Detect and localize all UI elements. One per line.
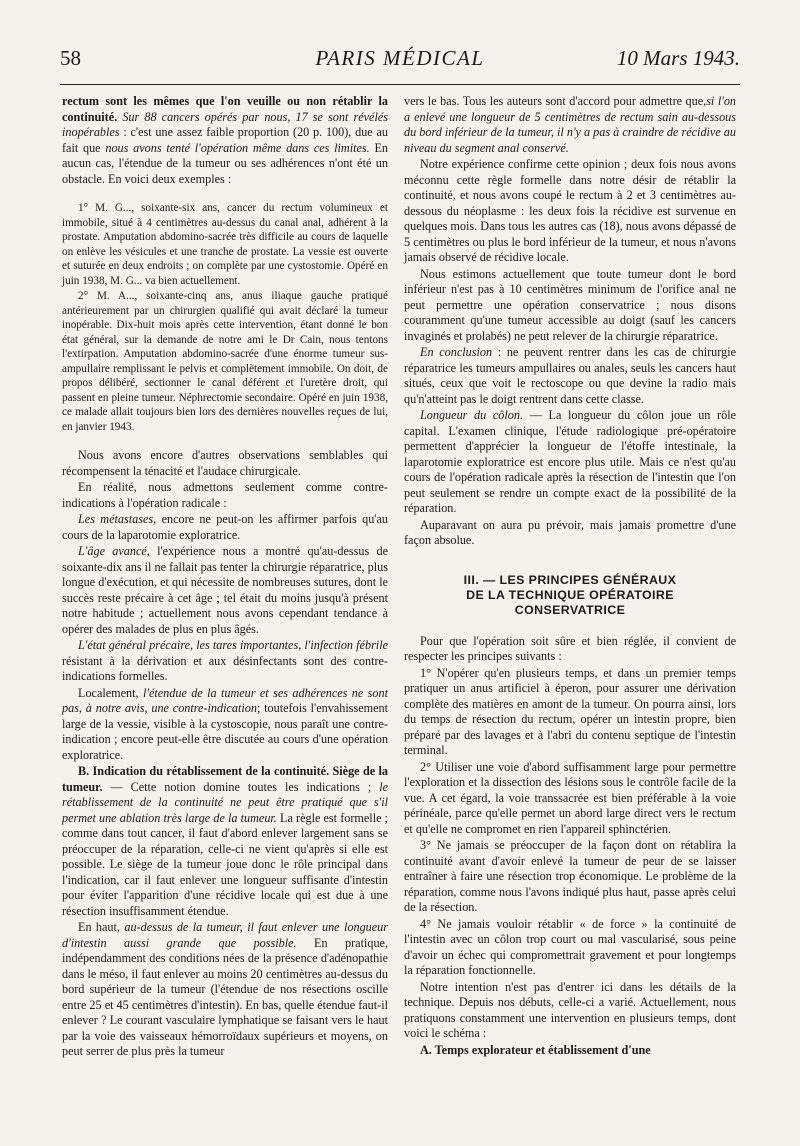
paragraph: vers le bas. Tous les auteurs sont d'accord pour admettre que,si l'on a enlevé une longueur de 5 centimètres de rectum sain au-dessous du bord inférieur de la tumeur, il n'y a pas à craindre de récidive au niveau du segment anal conservé.: [404, 94, 737, 155]
page-number: 58: [60, 46, 81, 70]
paragraph: 4° Ne jamais vouloir rétablir « de force » la continuité de l'intestin avec un côlon trop court ou mal vascularisé, sous peine d'avoir un échec qui compromettrait gravement et pour longtemps la réparation fonctionnelle.: [404, 916, 736, 977]
paragraph: Nous avons encore d'autres observations semblables qui récompensent la ténacité et l'audace chirurgicale.: [62, 448, 388, 478]
paragraph: Auparavant on aura pu prévoir, mais jamais promettre d'une façon absolue.: [404, 517, 736, 547]
paragraph: Les métastases, encore ne peut-on les affirmer parfois qu'au cours de la laparotomie exploratrice.: [62, 512, 388, 542]
paragraph: L'âge avancé, l'expérience nous a montré qu'au-dessus de soixante-dix ans il ne fallait pas tenter la chirurgie réparatrice, plus longue d'exécution, et qui nécessite de nombreuses sutures, dont le succès reste précaire à cet âge ; tel était du moins jusqu'à présent notre habitude ; actuellement nous avons cependant tendance à opérer des malades de plus en plus âgés.: [62, 544, 388, 636]
paragraph: 3° Ne jamais se préoccuper de la façon dont on rétablira la continuité avant d'avoir enlevé la tumeur de peur de se laisser entraîner à faire une résection trop économique. Le problème de la réparation, comme nous l'avons indiqué plus haut, passe après celui de la résection.: [404, 838, 736, 914]
paragraph: En haut, au-dessus de la tumeur, il faut enlever une longueur d'intestin aussi grande que possible. En pratique, indépendamment des conditions nées de la présence d'adénopathie dans le méso, il faut enlever au moins 20 centimètres au-dessus du bord supérieur de la tumeur (l'étendue de nos résections oscille entre 25 et 45 centimètres d'intestin). En bas, quelle étendue faut-il enlever ? Le courant vasculaire lymphatique se faisant vers le haut par la voie des vaisseaux hémorroïdaux supérieurs et moyens, on peut serrer de plus près la tumeur: [62, 920, 388, 1058]
paragraph: En conclusion : ne peuvent rentrer dans les cas de chirurgie réparatrice les tumeurs ampullaires ou anales, seuls les cancers haut situés, ceux que voit le rectoscope ou que devine la radio mais qu'n'atteint pas le doigt rentrent dans cette classe.: [404, 345, 737, 406]
paragraph: En réalité, nous admettons seulement comme contre-indications à l'opération radicale :: [62, 480, 388, 510]
section-title: III. — LES PRINCIPES GÉNÉRAUX DE LA TECHNIQUE OPÉRATOIRE CONSERVATRICE: [463, 572, 677, 617]
paragraph: Pour que l'opération soit sûre et bien réglée, il convient de respecter les principes suivants :: [404, 633, 736, 663]
page-header: [60, 44, 740, 85]
left-column: [62, 94, 388, 1060]
case-report-2: 2° M. A..., soixante-cinq ans, anus iliaque gauche pratiqué antérieurement par un chirurgien qualifié qui avait déclaré la tumeur inopérable. Dix-huit mois après cette intervention, étant donné le bon état général, sur la demande de notre ami le Dr Cain, nous tentons l'extirpation. Amputation abdomino-sacrée d'une énorme tumeur sus-ampullaire remplissant le pelvis et complètement immobile. On doit, de propos délibéré, sectionner le canal déférent et l'uretère droit, qui passent en pleine tumeur. Néphrectomie secondaire. Opéré en juin 1938, ce malade allait toujours bien lors des dernières nouvelles reçues de lui, en janvier 1943.: [62, 290, 388, 433]
journal-title: PARIS MÉDICAL: [315, 46, 485, 70]
paragraph: 2° Utiliser une voie d'abord suffisamment large pour permettre l'exploration et la dissection des lésions sous le contrôle facile de la vue. A cet égard, la voie transsacrée est bien préférable à la voie périnéale, parce qu'elle permet un abord large direct vers le rectum et qu'elle ne compromet en rien l'appareil sphinctérien.: [404, 759, 736, 836]
paragraph: Localement, l'étendue de la tumeur et ses adhérences ne sont pas, à notre avis, une contre-indication; toutefois l'envahissement large de la vessie, visible à la cystoscopie, nous paraît une contre-indication ; encore peut-elle être discutée au cours d'une opération exploratrice.: [62, 685, 388, 762]
right-column: [404, 94, 736, 1058]
paragraph: L'état général précaire, les tares importantes, l'infection fébrile résistant à la dérivation et aux désinfectants sont des contre-indications formelles.: [62, 638, 388, 683]
paragraph: rectum sont les mêmes que l'on veuille ou non rétablir la continuité. Sur 88 cancers opérés par nous, 17 se sont révélés inopérables : c'est une assez faible proportion (20 p. 100), due au fait que nous avons tenté l'opération même dans ces limites. En aucun cas, l'étendue de la tumeur ou ses adhérences n'ont été un obstacle. En voici deux exemples :: [62, 94, 389, 186]
paragraph: 1° N'opérer qu'en plusieurs temps, et dans un premier temps pratiquer un anus artificiel à éperon, pour assurer une dérivation complète des matières en amont de la tumeur. On pourra ainsi, lors du temps de résection du rectum, opérer un intestin propre, bien préparé par des lavages et à l'abri du contenu septique de l'intestin terminal.: [404, 665, 736, 757]
paragraph: A. Temps explorateur et établissement d'une: [420, 1042, 651, 1057]
paragraph: Longueur du côlon. — La longueur du côlon joue un rôle capital. L'examen clinique, l'étude radiologique pré-opératoire permettent d'apprécier la longueur de l'étoffe intestinale, la laparotomie exploratrice est encore plus utile. Mais ce n'est qu'au cours de l'opération radicale après la résection de l'intestin que l'on peut seulement se rendre un compte exact de la possibilité de la réparation.: [404, 408, 737, 515]
paragraph: Notre expérience confirme cette opinion ; deux fois nous avons méconnu cette règle formelle dans notre désir de rétablir la continuité, et nous avons coupé le rectum à 2 et 3 centimètres au-dessous du néoplasme : les deux fois la récidive est survenue en quelques mois. Dans tous les autres cas (18), nous avons dépassé de 5 centimètres ou plus le bord inférieur de la tumeur, et nous n'avons jamais observé de récidive locale.: [404, 157, 736, 264]
paragraph: Nous estimons actuellement que toute tumeur dont le bord inférieur n'est pas à 10 centimètres minimum de l'orifice anal ne peut permettre une opération conservatrice ; nous disons couramment qu'une tumeur accessible au doigt (sauf les cancers invaginés et prolabés) ne peut relever de la chirurgie réparatrice.: [404, 266, 736, 343]
paragraph: Notre intention n'est pas d'entrer ici dans les détails de la technique. Depuis nos débuts, celle-ci a varié. Actuellement, nous pratiquons constamment une intervention en plusieurs temps, dont voici le schéma :: [404, 979, 736, 1040]
subsection-heading: B. Indication du rétablissement de la continuité. Siège de la tumeur.: [62, 764, 388, 794]
paragraph: B. Indication du rétablissement de la continuité. Siège de la tumeur. — Cette notion domine toutes les indications ; le rétablissement de la continuité ne peut être pratiqué que s'il permet une ablation très large de la tumeur. La règle est formelle ; comme dans tout cancer, il faut d'abord enlever largement sans se préoccuper de la réparation, celle-ci ne vient qu'après si elle est possible. Le siège de la tumeur joue donc le rôle principal dans l'indication, car il faut enlever une longueur suffisante d'intestin pour éviter l'apparition d'une récidive locale qui est due à une résection insuffisamment étendue.: [62, 764, 389, 918]
issue-date: 10 Mars 1943.: [616, 46, 740, 70]
case-reports: [62, 201, 388, 434]
case-report-1: 1° M. G..., soixante-six ans, cancer du rectum volumineux et immobile, situé à 4 centimètres au-dessus du canal anal, adhérent à la prostate. Amputation abdomino-sacrée très difficile au cours de laquelle on enlève les vésicules et une tranche de prostate. La vessie est ouverte et suturée en deux endroits ; on complète par une cystostomie. Opéré en juin 1938, M. G... va bien actuellement.: [62, 202, 388, 287]
